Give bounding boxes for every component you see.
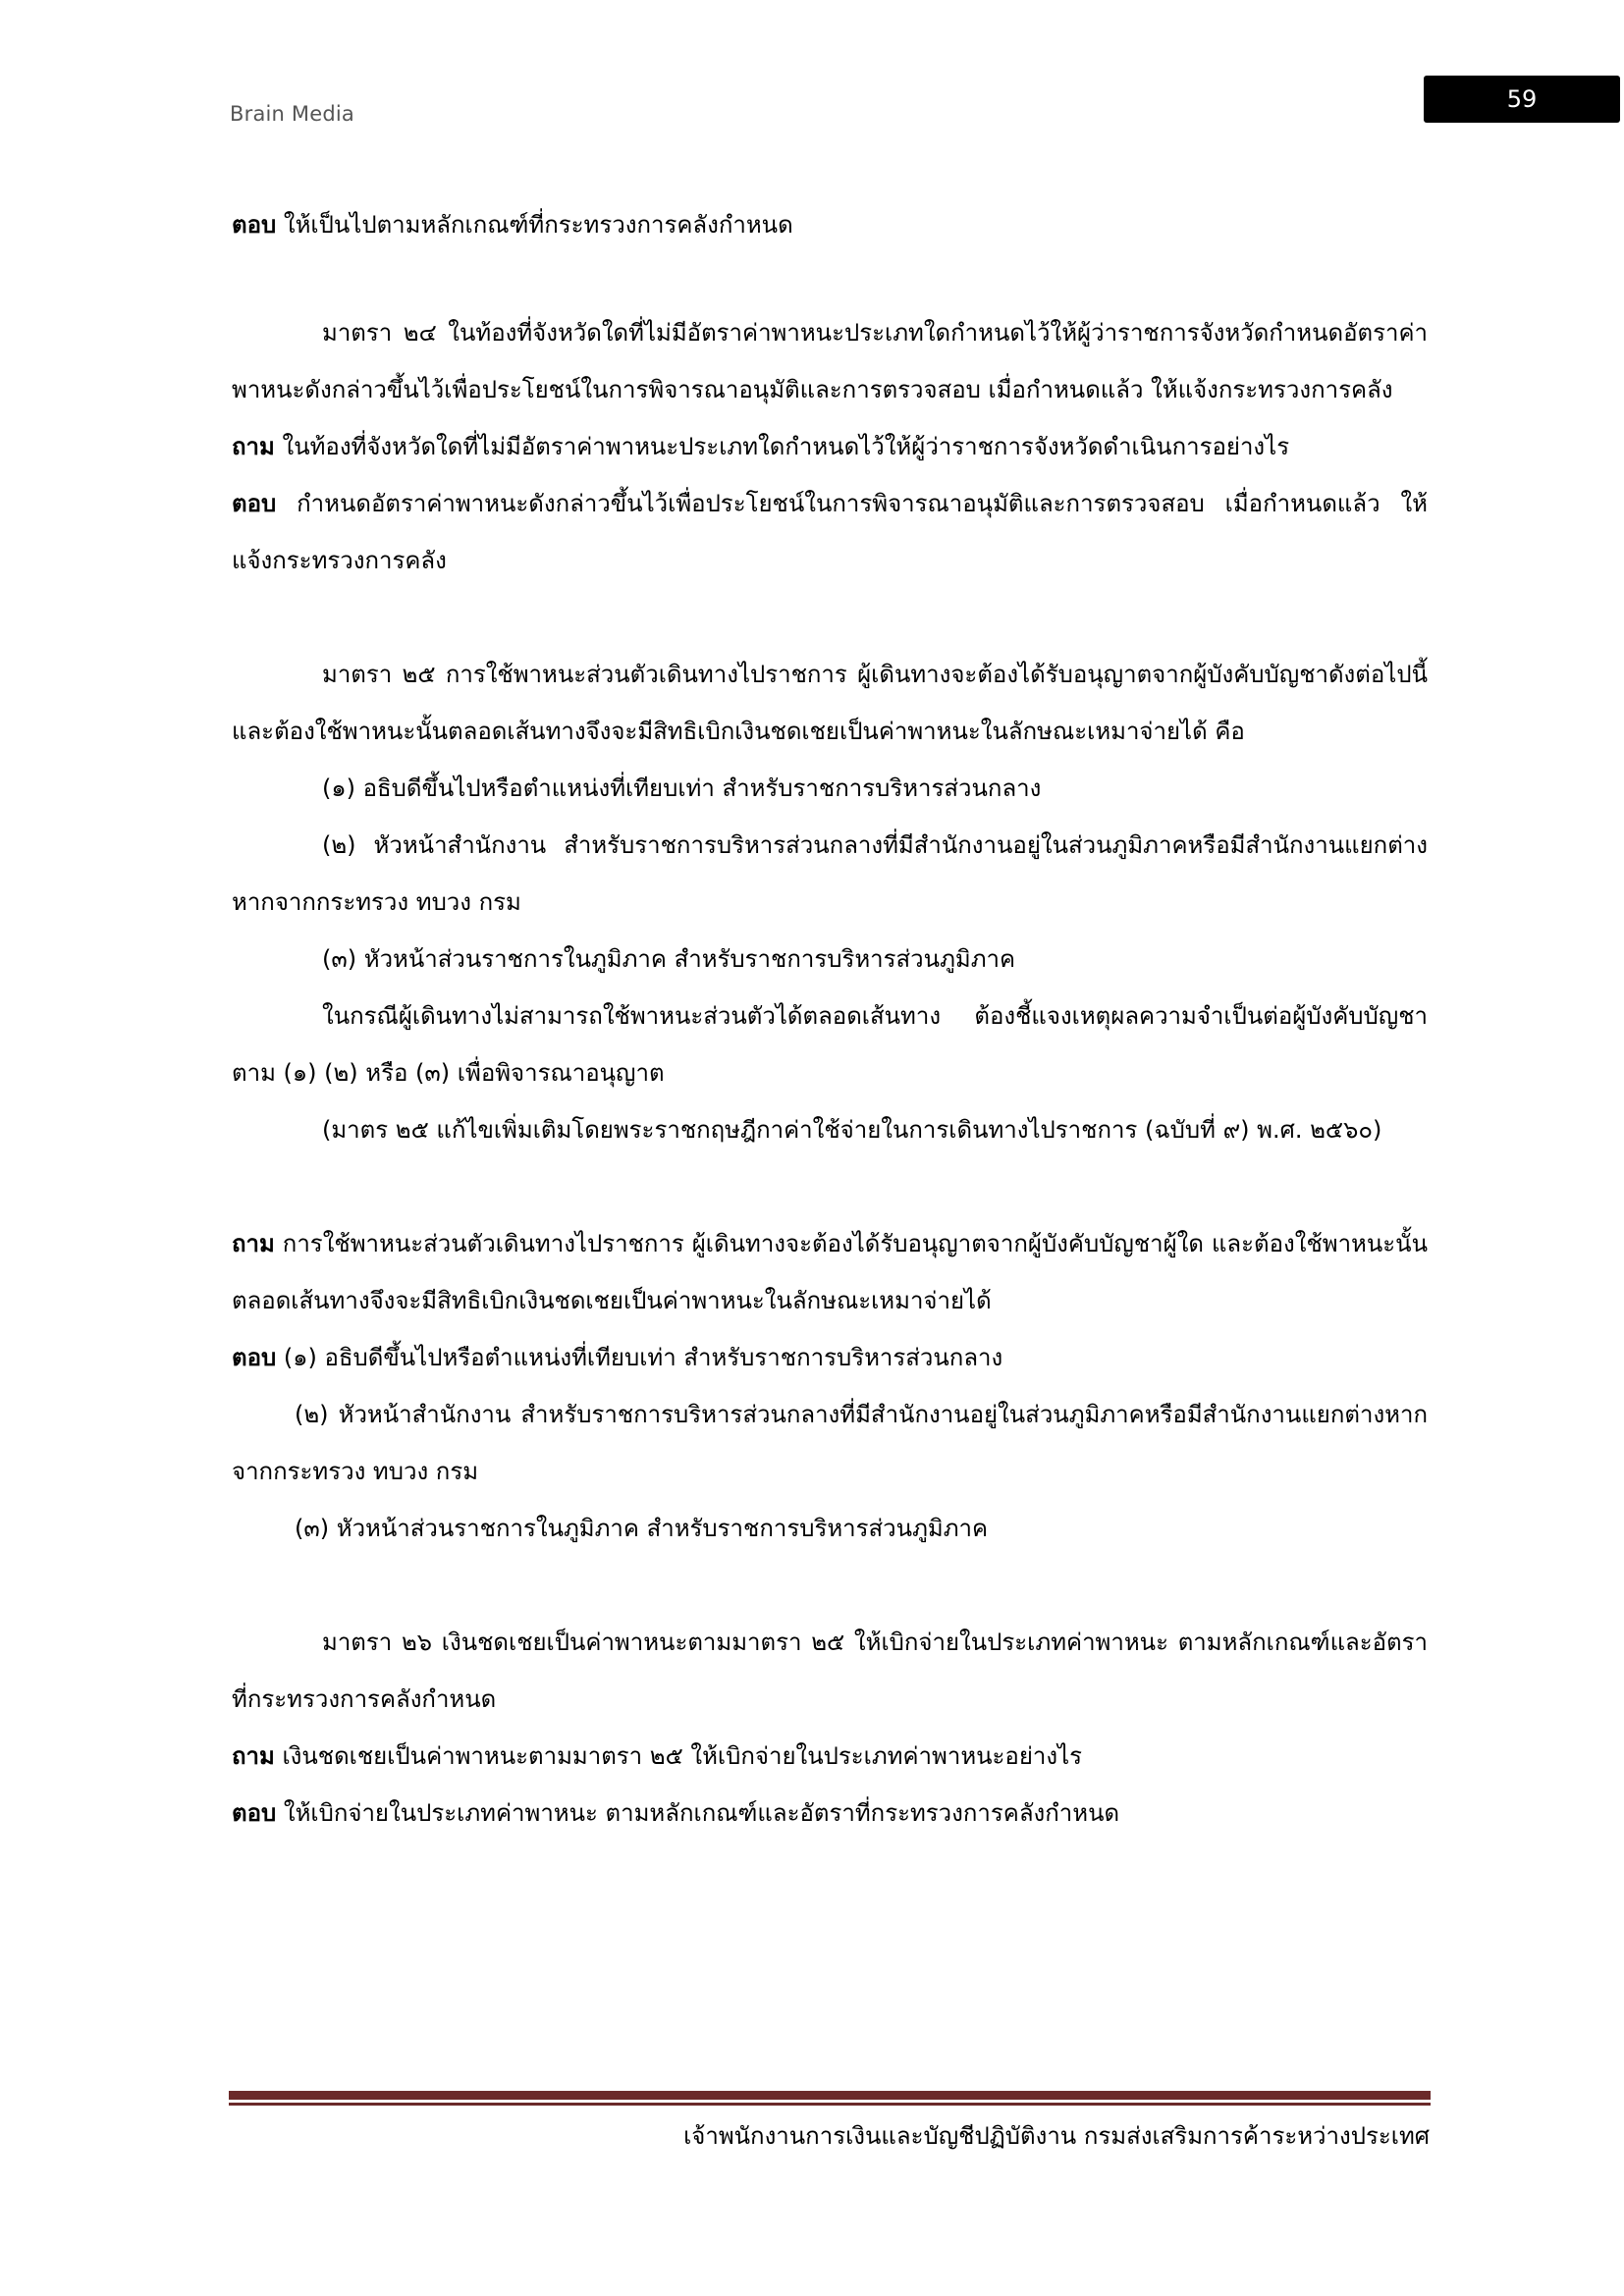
section-25-note: (มาตร ๒๕ แก้ไขเพิ่มเติมโดยพระราชกฤษฎีกาค่าใช้จ่ายในการเดินทางไปราชการ (ฉบับที่ ๙) พ.ศ. ๒๕๖๐) bbox=[322, 1116, 1382, 1144]
section-26: มาตรา ๒๖ เงินชดเชยเป็นค่าพาหนะตามมาตรา ๒๕ ให้เบิกจ่ายในประเภทค่าพาหนะ ตามหลักเกณฑ์และอัตราที่กระทรวงการคลังกำหนด bbox=[232, 1629, 1428, 1713]
answer-label: ตอบ bbox=[232, 211, 277, 239]
answer-text: ให้เป็นไปตามหลักเกณฑ์ที่กระทรวงการคลังกำหนด bbox=[283, 211, 793, 239]
answer-text: กำหนดอัตราค่าพาหนะดังกล่าวขึ้นไว้เพื่อประโยชน์ในการพิจารณาอนุมัติและการตรวจสอบ เมื่อกำหนดแล้ว ให้แจ้งกระทรวงการคลัง bbox=[232, 490, 1428, 574]
footer-rule-thin bbox=[229, 2103, 1431, 2106]
question-26 bbox=[232, 1728, 1428, 1785]
section-25: มาตรา ๒๕ การใช้พาหนะส่วนตัวเดินทางไปราชการ ผู้เดินทางจะต้องได้รับอนุญาตจากผู้บังคับบัญชาดังต่อไปนี้ และต้องใช้พาหนะนั้นตลอดเส้นทางจึงจะมีสิทธิเบิกเงินชดเชยเป็นค่าพาหนะในลักษณะเหมาจ่ายได้ คือ bbox=[232, 661, 1428, 745]
answer-label: ตอบ bbox=[232, 490, 277, 517]
answer-24 bbox=[232, 475, 1428, 589]
answer-25-item-1 bbox=[232, 1329, 1428, 1386]
question-text: เงินชดเชยเป็นค่าพาหนะตามมาตรา ๒๕ ให้เบิกจ่ายในประเภทค่าพาหนะอย่างไร bbox=[282, 1742, 1083, 1770]
question-label: ถาม bbox=[232, 433, 275, 460]
section-25-item-3: (๓) หัวหน้าส่วนราชการในภูมิภาค สำหรับราชการบริหารส่วนภูมิภาค bbox=[322, 945, 1016, 973]
section-25-item-2: (๒) หัวหน้าสำนักงาน สำหรับราชการบริหารส่วนกลางที่มีสำนักงานอยู่ในส่วนภูมิภาคหรือมีสำนักงานแยกต่างหากจากกระทรวง ทบวง กรม bbox=[232, 831, 1428, 916]
section-25-item-1: (๑) อธิบดีขึ้นไปหรือตำแหน่งที่เทียบเท่า สำหรับราชการบริหารส่วนกลาง bbox=[322, 774, 1042, 802]
answer-text: ให้เบิกจ่ายในประเภทค่าพาหนะ ตามหลักเกณฑ์และอัตราที่กระทรวงการคลังกำหนด bbox=[283, 1799, 1120, 1827]
footer-divider bbox=[229, 2091, 1431, 2106]
answer-25-item-2: (๒) หัวหน้าสำนักงาน สำหรับราชการบริหารส่วนกลางที่มีสำนักงานอยู่ในส่วนภูมิภาคหรือมีสำนักงานแยกต่างหากจากกระทรวง ทบวง กรม bbox=[232, 1401, 1428, 1485]
document-body bbox=[232, 196, 1428, 1842]
question-24 bbox=[232, 418, 1428, 475]
section-24: มาตรา ๒๔ ในท้องที่จังหวัดใดที่ไม่มีอัตราค่าพาหนะประเภทใดกำหนดไว้ให้ผู้ว่าราชการจังหวัดกำหนดอัตราค่าพาหนะดังกล่าวขึ้นไว้เพื่อประโยชน์ในการพิจารณาอนุมัติและการตรวจสอบ เมื่อกำหนดแล้ว ให้แจ้งกระทรวงการคลัง bbox=[232, 319, 1428, 403]
answer-label: ตอบ bbox=[232, 1344, 277, 1371]
answer-label: ตอบ bbox=[232, 1799, 277, 1827]
answer-prev bbox=[232, 196, 1428, 253]
footer-rule-thick bbox=[229, 2091, 1431, 2100]
footer-text: เจ้าพนักงานการเงินและบัญชีปฏิบัติงาน กรมส่งเสริมการค้าระหว่างประเทศ bbox=[683, 2122, 1430, 2150]
answer-26 bbox=[232, 1785, 1428, 1842]
page-number-badge: 59 bbox=[1424, 76, 1620, 123]
answer-text: (๑) อธิบดีขึ้นไปหรือตำแหน่งที่เทียบเท่า สำหรับราชการบริหารส่วนกลาง bbox=[283, 1344, 1003, 1371]
question-label: ถาม bbox=[232, 1230, 275, 1257]
question-text: การใช้พาหนะส่วนตัวเดินทางไปราชการ ผู้เดินทางจะต้องได้รับอนุญาตจากผู้บังคับบัญชาผู้ใด และต้องใช้พาหนะนั้นตลอดเส้นทางจึงจะมีสิทธิเบิกเงินชดเชยเป็นค่าพาหนะในลักษณะเหมาจ่ายได้ bbox=[232, 1230, 1428, 1314]
question-25 bbox=[232, 1215, 1428, 1329]
section-25-case: ในกรณีผู้เดินทางไม่สามารถใช้พาหนะส่วนตัวได้ตลอดเส้นทาง ต้องชี้แจงเหตุผลความจำเป็นต่อผู้บังคับบัญชาตาม (๑) (๒) หรือ (๓) เพื่อพิจารณาอนุญาต bbox=[232, 1002, 1428, 1087]
question-text: ในท้องที่จังหวัดใดที่ไม่มีอัตราค่าพาหนะประเภทใดกำหนดไว้ให้ผู้ว่าราชการจังหวัดดำเนินการอย่างไร bbox=[282, 433, 1290, 460]
question-label: ถาม bbox=[232, 1742, 275, 1770]
answer-25-item-3: (๓) หัวหน้าส่วนราชการในภูมิภาค สำหรับราชการบริหารส่วนภูมิภาค bbox=[295, 1515, 989, 1542]
header-brand: Brain Media bbox=[230, 102, 355, 126]
